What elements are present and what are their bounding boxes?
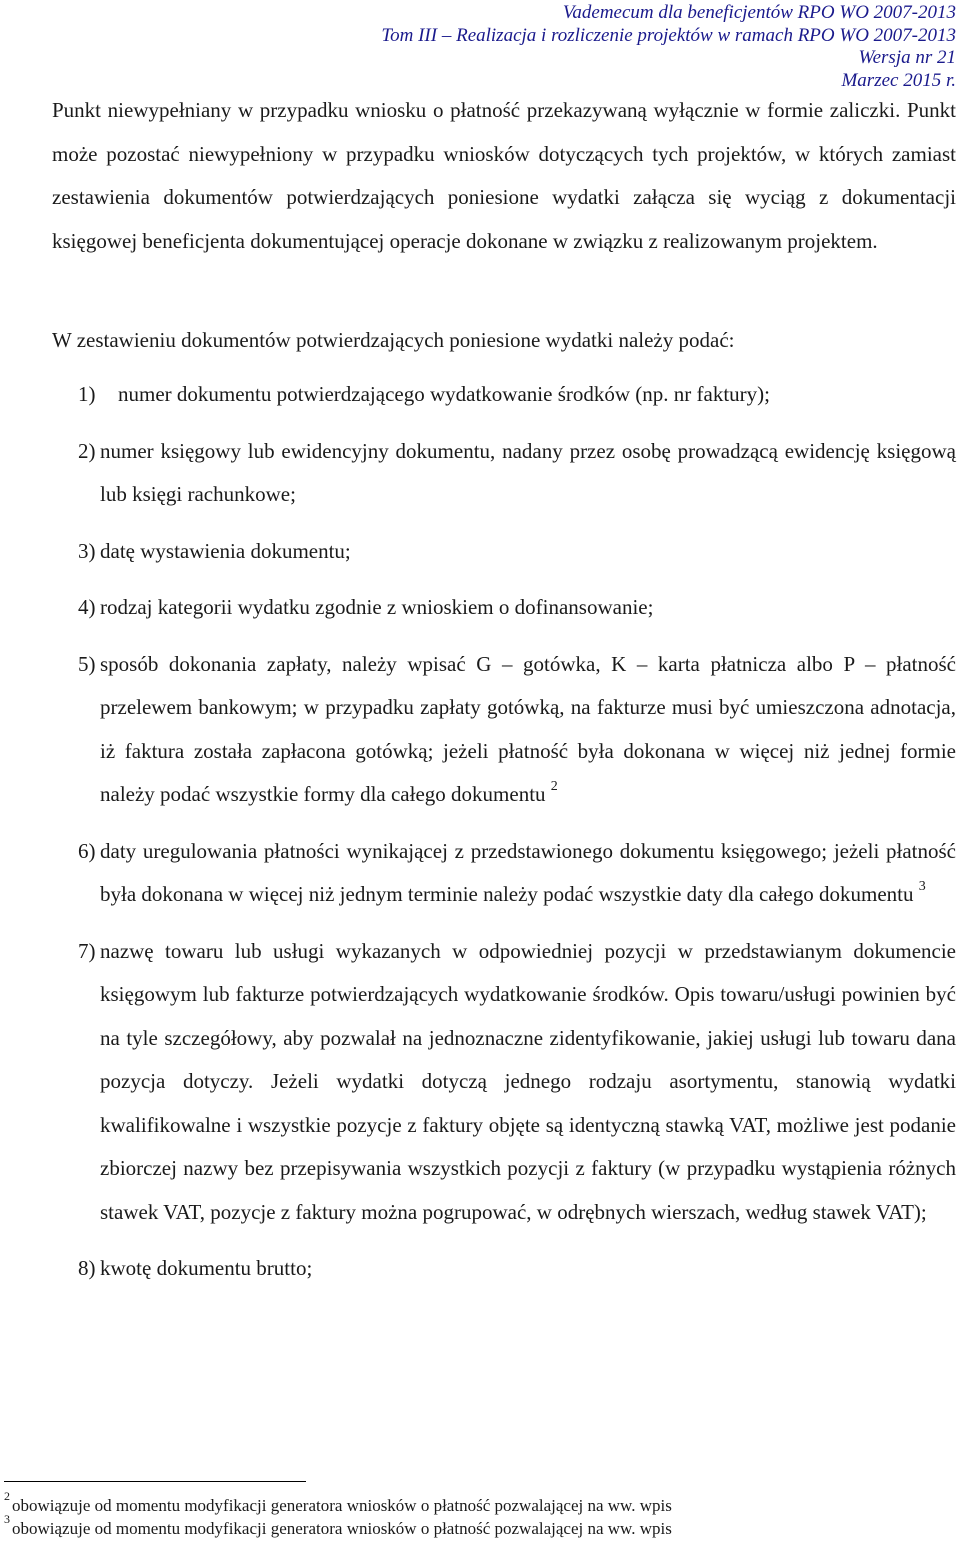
- footnote-mark: 3: [4, 1512, 10, 1527]
- list-item: [78, 373, 956, 417]
- list-item: [78, 530, 956, 574]
- paragraph-intro: W zestawieniu dokumentów potwierdzających poniesione wydatki należy podać:: [52, 328, 735, 352]
- list-item-number: 5): [78, 651, 96, 676]
- footnote-text: obowiązuje od momentu modyfikacji generatora wniosków o płatność pozwalającej na ww. wpis: [12, 1519, 672, 1538]
- requirements-list: [78, 373, 956, 1304]
- list-item-text: sposób dokonania zapłaty, należy wpisać G – gotówka, K – karta płatnicza albo P – płatność przelewem bankowym; w przypadku zapłaty gotówką, na fakturze musi być umieszczona adnotacja, iż faktura została zapłacona gotówką; jeżeli płatność była dokonana w więcej niż jednej formie należy podać wszystkie formy dla całego dokumentu: [100, 651, 956, 806]
- page-header: [381, 2, 956, 92]
- footnote-divider: [4, 1481, 306, 1482]
- list-item: [78, 430, 956, 517]
- list-item-text: kwotę dokumentu brutto;: [100, 1256, 313, 1280]
- list-item-number: 3): [78, 538, 96, 563]
- list-item-text: rodzaj kategorii wydatku zgodnie z wnioskiem o dofinansowanie;: [100, 595, 654, 619]
- header-date: Marzec 2015 r.: [841, 69, 956, 91]
- list-item: [78, 586, 956, 630]
- footnote-text: obowiązuje od momentu modyfikacji generatora wniosków o płatność pozwalającej na ww. wpis: [12, 1496, 672, 1515]
- list-item-text: nazwę towaru lub usługi wykazanych w odpowiedniej pozycji w przedstawianym dokumencie księgowym lub fakturze potwierdzających wydatkowanie środków. Opis towaru/usługi powinien być na tyle szczegółowy, aby pozwalał na jednoznaczne zidentyfikowanie, jakiej usługi lub towaru dana pozycja dotyczy. Jeżeli wydatki dotyczą jednego rodzaju asortymentu, stanowią wydatki kwalifikowalne i wszystkie pozycje z faktury objęte są identyczną stawką VAT, możliwe jest podanie zbiorczej nazwy bez przepisywania wszystkich pozycji z faktury (w przypadku wystąpienia różnych stawek VAT, pozycje z faktury można pogrupować, w odrębnych wierszach, według stawek VAT);: [100, 938, 956, 1224]
- list-item: [78, 930, 956, 1235]
- footnotes: [4, 1489, 672, 1540]
- list-item: [78, 830, 956, 917]
- list-item-number: 4): [78, 595, 96, 619]
- list-item-number: 2): [78, 438, 96, 463]
- header-volume: Tom III – Realizacja i rozliczenie projektów w ramach RPO WO 2007-2013: [381, 24, 956, 46]
- list-item: [78, 1247, 956, 1291]
- footnote-reference: 3: [918, 879, 926, 894]
- list-item-number: 8): [78, 1256, 96, 1280]
- header-title: Vademecum dla beneficjentów RPO WO 2007-2013: [562, 2, 956, 23]
- footnote: [4, 1489, 672, 1517]
- footnote: [4, 1512, 672, 1540]
- list-item-number: 1): [78, 382, 96, 406]
- list-item-number: 6): [78, 838, 96, 863]
- list-item-text: numer dokumentu potwierdzającego wydatkowanie środków (np. nr faktury);: [118, 382, 770, 406]
- list-item-number: 7): [78, 938, 96, 963]
- header-version: Wersja nr 21: [858, 47, 956, 68]
- list-item-text: numer księgowy lub ewidencyjny dokumentu, nadany przez osobę prowadzącą ewidencję księgową lub księgi rachunkowe;: [100, 438, 956, 506]
- footnote-reference: 2: [550, 779, 558, 794]
- list-item-text: datę wystawienia dokumentu;: [100, 538, 351, 563]
- list-item-text: daty uregulowania płatności wynikającej z przedstawionego dokumentu księgowego; jeżeli płatność była dokonana w więcej niż jednym terminie należy podać wszystkie daty dla całego dokumentu: [100, 838, 956, 906]
- paragraph-note: Punkt niewypełniany w przypadku wniosku o płatność przekazywaną wyłącznie w formie zaliczki. Punkt może pozostać niewypełniony w przypadku wniosków dotyczących tych projektów, w których zamiast zestawienia dokumentów potwierdzających poniesione wydatki załącza się wyciąg z dokumentacji księgowej beneficjenta dokumentującej operacje dokonane w związku z realizowanym projektem.: [52, 98, 956, 253]
- list-item: [78, 643, 956, 817]
- footnote-mark: 2: [4, 1489, 10, 1504]
